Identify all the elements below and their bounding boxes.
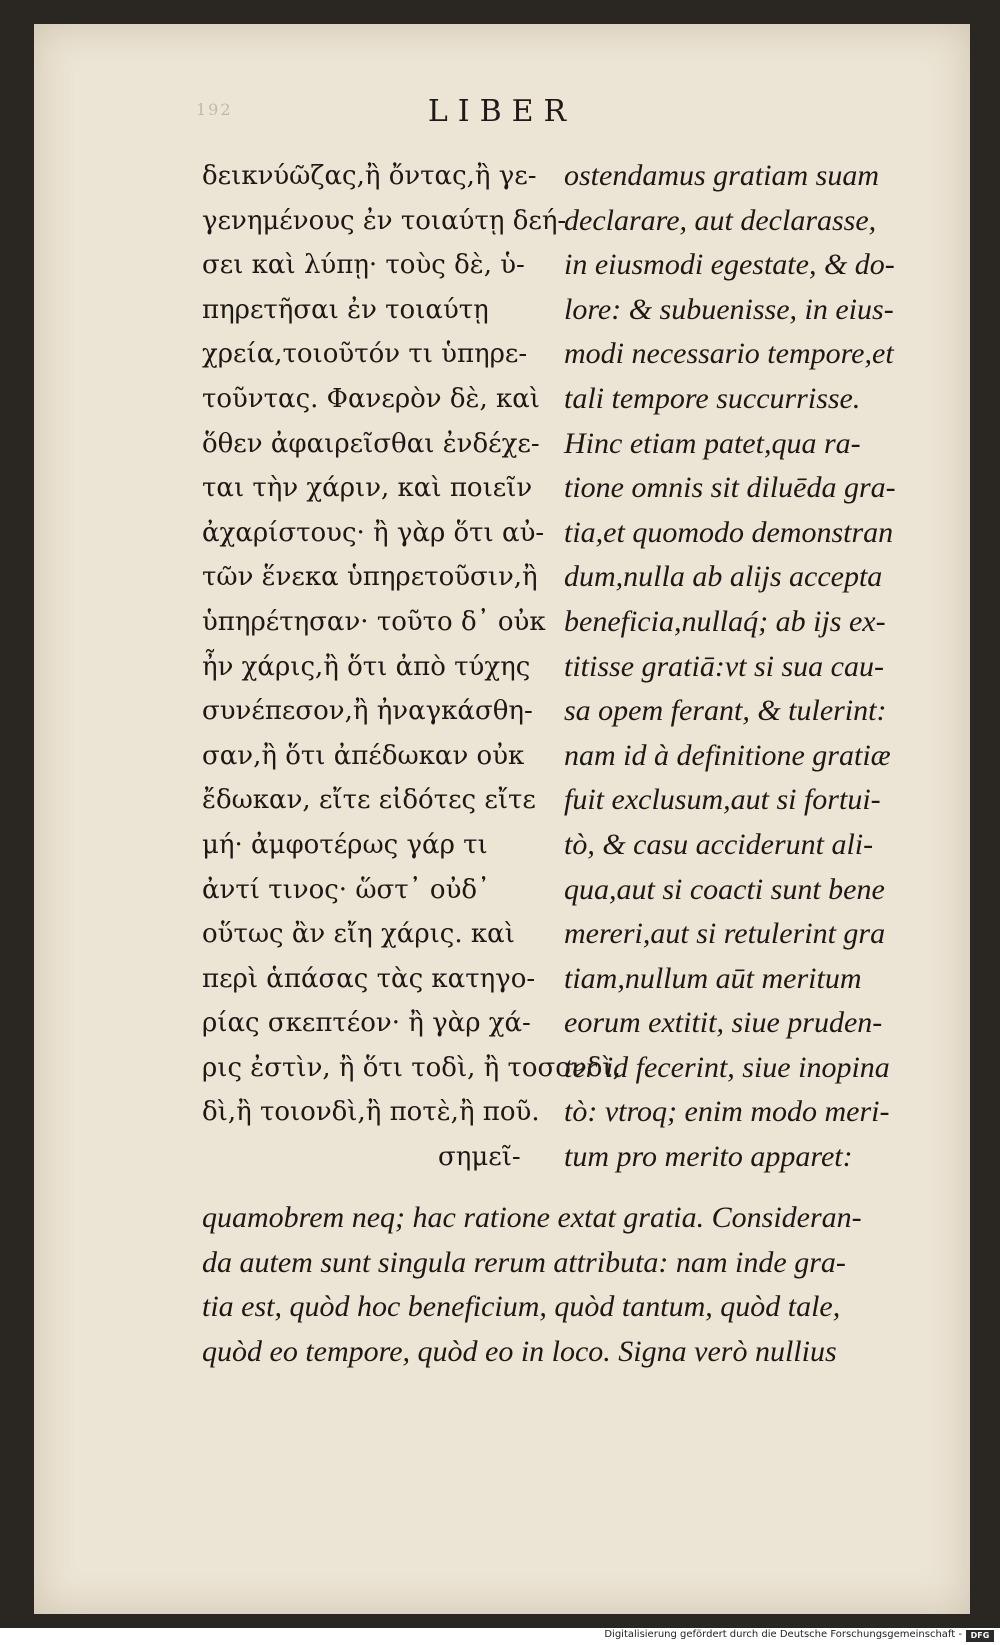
- greek-text-line: σημεῖ-: [438, 1142, 521, 1173]
- running-header: [34, 94, 970, 129]
- latin-text-line: quòd eo tempore, quòd eo in loco. Signa verò nullius: [202, 1334, 837, 1368]
- greek-text-line: πηρετῆσαι ἐν τοιαύτῃ: [202, 294, 489, 325]
- greek-column: [202, 154, 621, 1180]
- greek-text-line: σαν,ἢ ὅτι ἀπέδωκαν οὐκ: [202, 740, 525, 771]
- greek-text-line: τοῦντας. Φανερὸν δὲ, καὶ: [202, 383, 540, 414]
- latin-text-line: dum,nulla ab alijs accepta: [564, 560, 883, 594]
- latin-text-line: mereri,aut si retulerint gra: [564, 917, 886, 951]
- latin-text-line: da autem sunt singula rerum attributa: nam inde gra-: [202, 1245, 846, 1279]
- greek-text-line: ἔδωκαν, εἴτε εἰδότες εἴτε: [202, 785, 536, 816]
- greek-text-line: ται τὴν χάριν, καὶ ποιεῖν: [202, 473, 533, 504]
- latin-text-line: tali tempore succurrisse.: [564, 381, 861, 415]
- full-width-text: [202, 1196, 962, 1374]
- latin-text-line: Hinc etiam patet,qua ra-: [564, 426, 861, 460]
- latin-text-line: eorum extitit, siue pruden-: [564, 1006, 883, 1040]
- latin-text-line: tia,et quomodo demonstran: [564, 515, 894, 549]
- latin-text-line: declarare, aut declarasse,: [564, 203, 877, 237]
- greek-text-line: περὶ ἁπάσας τὰς κατηγο-: [202, 963, 536, 994]
- latin-column: [564, 154, 964, 1180]
- greek-text-line: δεικνύῶζας,ἢ ὄντας,ἢ γε-: [202, 161, 537, 191]
- page-title: LIBER: [427, 94, 577, 129]
- latin-text-line: qua,aut si coacti sunt bene: [564, 872, 885, 906]
- greek-text-line: οὕτως ἂν εἴη χάρις. καὶ: [202, 919, 515, 950]
- latin-text-line: fuit exclusum,aut si fortui-: [564, 783, 881, 817]
- greek-text-line: ρις ἐστὶν, ἢ ὅτι τοδὶ, ἢ τοσονδὶ,: [202, 1052, 621, 1083]
- latin-text-line: beneficia,nullaq́; ab ijs ex-: [564, 604, 886, 638]
- latin-text-line: in eiusmodi egestate, & do-: [564, 248, 895, 282]
- latin-text-line: ter id fecerint, siue inopina: [564, 1050, 890, 1084]
- latin-text-line: tia est, quòd hoc beneficium, quòd tantum, quòd tale,: [202, 1290, 841, 1324]
- page-number: 192: [196, 100, 233, 119]
- latin-text-line: lore: & subuenisse, in eius-: [564, 292, 894, 326]
- latin-text-line: tò: vtroq; enim modo meri-: [564, 1095, 890, 1129]
- greek-text-line: ὅθεν ἀφαιρεῖσθαι ἐνδέχε-: [202, 428, 540, 459]
- book-page: [34, 24, 970, 1614]
- latin-text-line: nam id à definitione gratiæ: [564, 738, 891, 772]
- greek-text-line: μή· ἀμφοτέρως γάρ τι: [202, 829, 488, 860]
- greek-text-line: συνέπεσον,ἢ ἠναγκάσθη-: [202, 696, 533, 727]
- greek-text-line: ὑπηρέτησαν· τοῦτο δ᾽ οὐκ: [202, 606, 546, 637]
- greek-text-line: δὶ,ἢ τοιονδὶ,ἢ ποτὲ,ἢ ποῦ.: [202, 1097, 540, 1128]
- latin-text-line: quamobrem neq; hac ratione extat gratia. Consideran-: [202, 1201, 862, 1234]
- greek-text-line: ἀχαρίστους· ἢ γὰρ ὅτι αὐ-: [202, 517, 545, 548]
- dfg-logo: DFG: [966, 1630, 994, 1642]
- latin-text-line: tò, & casu acciderunt ali-: [564, 827, 874, 861]
- greek-text-line: σει καὶ λύπῃ· τοὺς δὲ, ὑ-: [202, 250, 525, 281]
- greek-text-line: χρεία,τοιοῦτόν τι ὑπηρε-: [202, 339, 528, 370]
- greek-text-line: γενημένους ἐν τοιαύτῃ δεή-: [202, 205, 567, 236]
- latin-text-line: tiam,nullum aūt meritum: [564, 961, 862, 995]
- greek-text-line: τῶν ἕνεκα ὑπηρετοῦσιν,ἢ: [202, 562, 538, 593]
- latin-text-line: ostendamus gratiam suam: [564, 159, 880, 192]
- latin-text-line: sa opem ferant, & tulerint:: [564, 694, 887, 728]
- footer-credit: Digitalisierung gefördert durch die Deutsche Forschungsgemeinschaft -: [604, 1629, 962, 1640]
- latin-text-line: tum pro merito apparet:: [564, 1140, 853, 1174]
- greek-text-line: ἀντί τινος· ὥστ᾽ οὐδ᾽: [202, 874, 491, 905]
- latin-text-line: tione omnis sit diluēda gra-: [564, 471, 896, 505]
- footer-bar: [0, 1628, 1000, 1645]
- latin-text-line: modi necessario tempore,et: [564, 337, 894, 371]
- latin-text-line: titisse gratiā:vt si sua cau-: [564, 649, 884, 683]
- greek-text-line: ἦν χάρις,ἢ ὅτι ἀπὸ τύχης: [202, 651, 531, 682]
- greek-text-line: ρίας σκεπτέον· ἢ γὰρ χά-: [202, 1008, 531, 1039]
